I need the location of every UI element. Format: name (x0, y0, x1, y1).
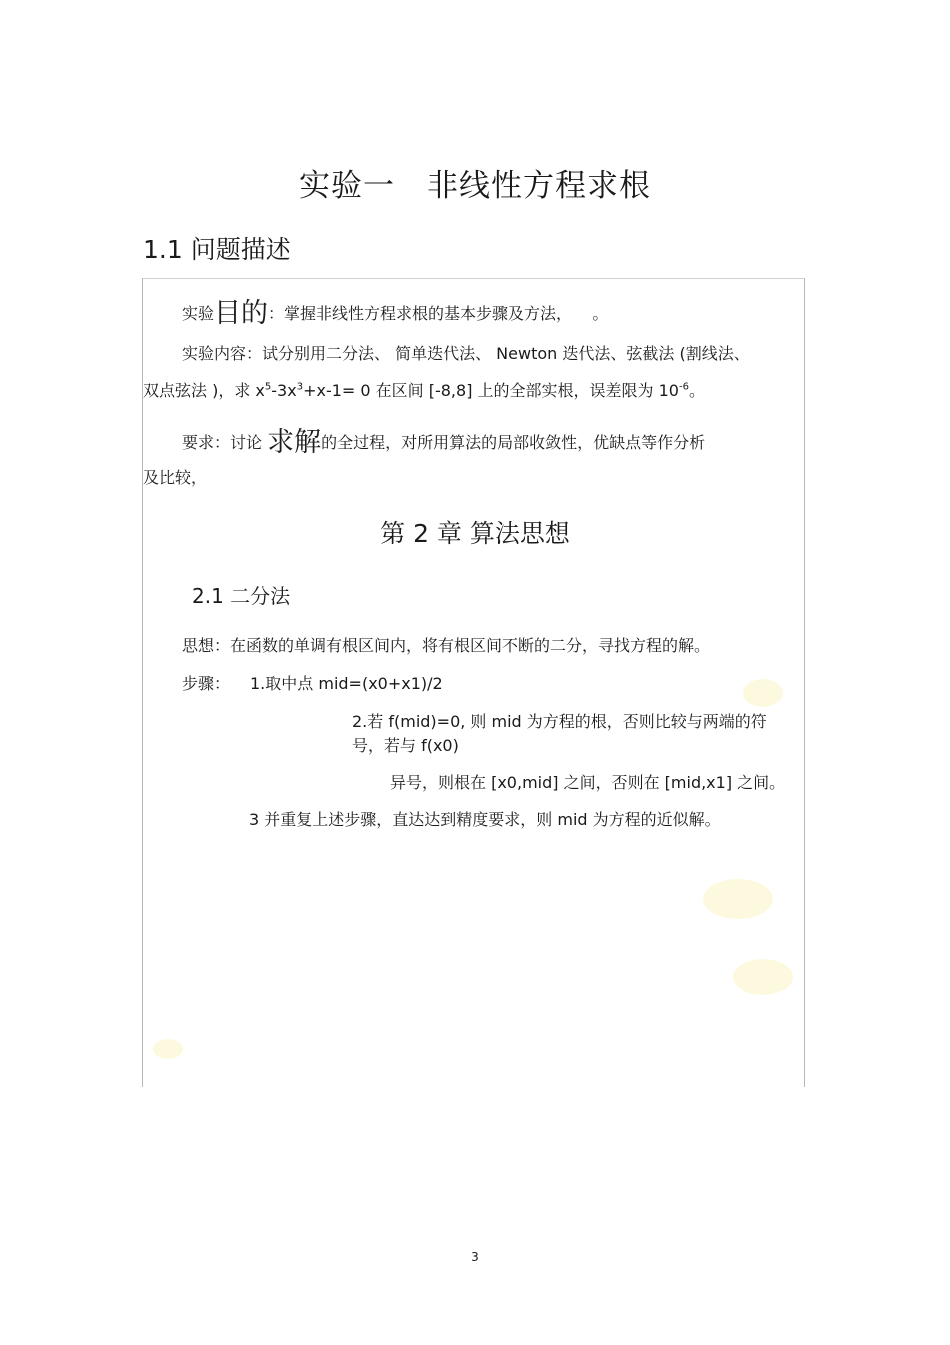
step-3: 3 并重复上述步骤，直达达到精度要求，则 mid 为方程的近似解。 (249, 810, 721, 829)
purpose-tail: 。 (592, 304, 609, 323)
requirement-suffix: 的全过程，对所用算法的局部收敛性，优缺点等作分析 (321, 433, 706, 452)
exponent-neg6: -6 (678, 381, 689, 393)
purpose-line (182, 291, 608, 330)
purpose-label: 实验 (182, 304, 215, 323)
idea-text: 思想：在函数的单调有根区间内，将有根区间不断的二分，寻找方程的解。 (182, 636, 711, 655)
background-stain (743, 679, 783, 707)
exponent-5: 5 (264, 381, 272, 393)
steps-label: 步骤： (182, 674, 231, 693)
content-text-c: +x-1= 0 在区间 [-8,8] 上的全部实根，误差限为 10 (303, 381, 679, 400)
content-line-2 (143, 378, 705, 401)
step-2-line-1: 2.若 f(mid)=0, 则 mid 为方程的根，否则比较与两端的符 (352, 712, 767, 731)
title-sub: 非线性方程求根 (427, 168, 651, 204)
step-2-line-2: 号，若与 f(x0) (352, 736, 459, 755)
page-number: 3 (471, 1250, 479, 1264)
background-stain (153, 1039, 183, 1059)
title-main: 实验一 (299, 168, 395, 204)
requirement-prefix: 要求：讨论 (182, 433, 263, 452)
chapter-2-heading: 第 2 章 算法思想 (380, 519, 570, 548)
exponent-3: 3 (296, 381, 304, 393)
content-line-1: 实验内容：试分别用二分法、 简单迭代法、 Newton 迭代法、弦截法 (割线法、 (182, 344, 750, 363)
background-stain (703, 879, 773, 919)
section-1-1-heading: 1.1 问题描述 (143, 235, 291, 264)
background-stain (733, 959, 793, 995)
content-text-a: 双点弦法 )，求 x (143, 381, 265, 400)
step-2-line-3: 异号，则根在 [x0,mid] 之间，否则在 [mid,x1] 之间。 (390, 773, 786, 792)
content-text-d: 。 (688, 381, 705, 400)
requirement-line-1 (182, 420, 705, 459)
content-text-b: -3x (271, 381, 297, 400)
requirement-big-word: 求解 (267, 427, 322, 458)
requirement-line-2: 及比较， (143, 468, 208, 487)
section-2-1-heading: 2.1 二分法 (192, 584, 291, 608)
purpose-text: ：掌握非线性方程求根的基本步骤及方法， (268, 304, 573, 323)
purpose-big-word: 目的 (214, 298, 269, 329)
page-title (0, 160, 950, 205)
step-1: 1.取中点 mid=(x0+x1)/2 (250, 674, 443, 693)
